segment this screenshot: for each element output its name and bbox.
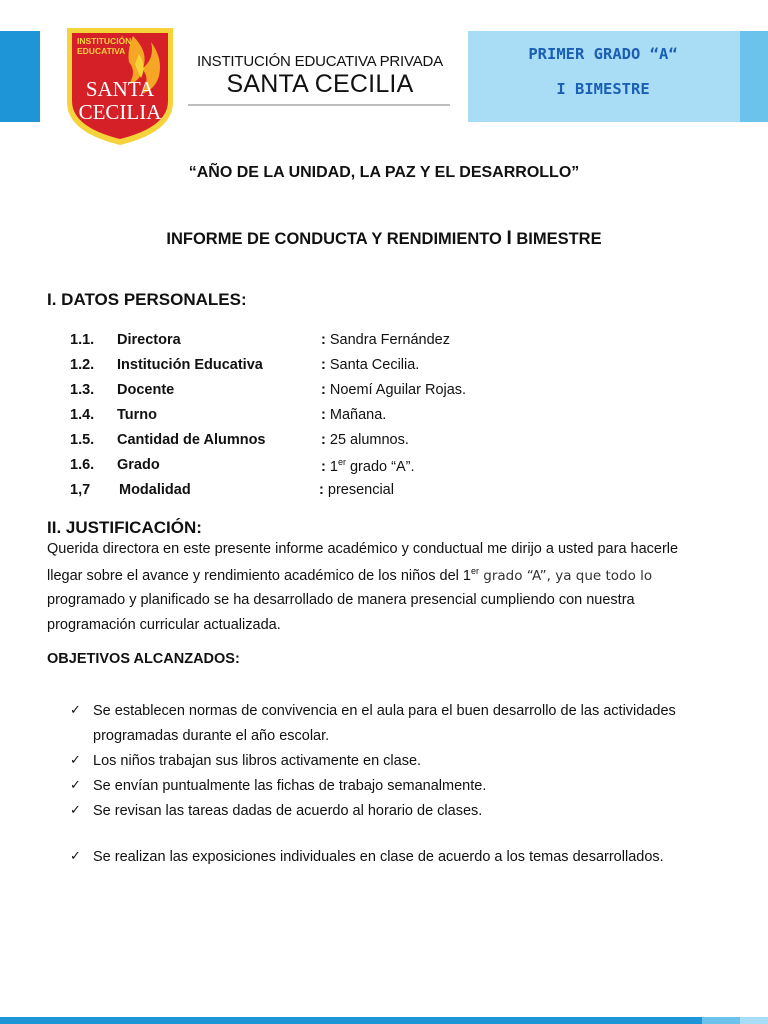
school-type: INSTITUCIÓN EDUCATIVA PRIVADA xyxy=(197,53,443,70)
justification-line-2a: llegar sobre el avance y rendimiento académico de los niños del 1 xyxy=(47,567,471,584)
check-icon: ✓ xyxy=(70,803,81,818)
logo-text-2: EDUCATIVA xyxy=(77,46,126,56)
logo-text-4: CECILIA xyxy=(78,100,162,124)
row-number: 1.1. xyxy=(70,332,95,348)
row-value-text: presencial xyxy=(327,482,394,498)
justification-line-2 xyxy=(47,566,721,584)
row-value xyxy=(321,357,419,373)
section2-heading: II. JUSTIFICACIÓN: xyxy=(47,518,202,537)
row-colon: : xyxy=(321,432,326,448)
logo-text-3: SANTA xyxy=(85,77,155,101)
objective-text: Se revisan las tareas dadas de acuerdo al horario de clases. xyxy=(93,803,483,819)
objective-item xyxy=(70,703,725,749)
objective-item xyxy=(70,753,725,773)
report-title-part3: BIMESTRE xyxy=(511,230,602,248)
row-colon: : xyxy=(321,357,326,373)
row-label: Institución Educativa xyxy=(117,357,263,373)
school-crest-icon xyxy=(63,24,177,148)
objective-item xyxy=(70,849,725,869)
row-value-text: 25 alumnos. xyxy=(329,432,409,448)
section1-heading: I. DATOS PERSONALES: xyxy=(47,290,247,309)
objective-text: Se realizan las exposiciones individuales en clase de acuerdo a los temas desarrollados. xyxy=(93,849,664,865)
row-number: 1.5. xyxy=(70,432,95,448)
data-row xyxy=(70,382,730,402)
row-number: 1.2. xyxy=(70,357,95,373)
row-number: 1,7 xyxy=(70,482,91,498)
grade-label: PRIMER GRADO “A“ xyxy=(528,45,678,63)
row-number: 1.6. xyxy=(70,457,95,473)
row-number: 1.3. xyxy=(70,382,95,398)
row-value-text: Santa Cecilia. xyxy=(329,357,420,373)
report-title-part1: INFORME DE CONDUCTA Y RENDIMIENTO xyxy=(166,230,507,248)
row-colon: : xyxy=(319,482,324,498)
data-row xyxy=(70,407,730,427)
row-value xyxy=(321,407,386,423)
row-value-text: Mañana. xyxy=(329,407,387,423)
row-colon: : xyxy=(321,332,326,348)
row-label: Cantidad de Alumnos xyxy=(117,432,266,448)
grade-box-accent xyxy=(740,31,768,122)
row-colon: : xyxy=(321,458,326,475)
objective-text-cont: programadas durante el año escolar. xyxy=(93,728,330,744)
row-label: Grado xyxy=(117,457,160,473)
row-label: Directora xyxy=(117,332,181,348)
row-colon: : xyxy=(321,407,326,423)
footer-stripe-light xyxy=(740,1017,768,1024)
logo-text-1: INSTITUCIÓN xyxy=(77,36,132,46)
report-title-part2: I xyxy=(506,228,512,249)
objective-text: Los niños trabajan sus libros activamente en clase. xyxy=(93,753,422,769)
school-logo xyxy=(63,24,177,148)
justification-line-2b: grado “A”, ya que todo lo xyxy=(479,567,653,584)
row-value-text: Sandra Fernández xyxy=(329,332,450,348)
header-left-bar xyxy=(0,31,40,122)
row-label: Docente xyxy=(117,382,175,398)
data-row xyxy=(70,482,730,502)
row-value xyxy=(319,482,394,498)
check-icon: ✓ xyxy=(70,849,81,864)
row-value xyxy=(321,432,409,448)
objectives-heading: OBJETIVOS ALCANZADOS: xyxy=(47,651,240,667)
data-row xyxy=(70,357,730,377)
data-row xyxy=(70,457,730,477)
footer-stripe xyxy=(0,1017,702,1024)
row-colon: : xyxy=(321,382,326,398)
justification-line-2-sup: er xyxy=(470,566,479,576)
check-icon: ✓ xyxy=(70,703,81,718)
objective-item xyxy=(70,778,725,798)
data-row xyxy=(70,332,730,352)
check-icon: ✓ xyxy=(70,778,81,793)
objective-text: Se establecen normas de convivencia en el aula para el buen desarrollo de las actividades xyxy=(93,703,676,719)
footer-stripe-accent xyxy=(702,1017,740,1024)
objective-item xyxy=(70,803,725,823)
row-value-sup: er xyxy=(337,457,346,467)
justification-line-1: Querida directora en este presente informe académico y conductual me dirijo a usted para hacerle xyxy=(47,541,679,557)
row-number: 1.4. xyxy=(70,407,95,423)
row-value-text: Noemí Aguilar Rojas. xyxy=(329,382,467,398)
school-name: SANTA CECILIA xyxy=(226,70,414,98)
row-value-text-post: grado “A”. xyxy=(345,458,415,475)
year-motto: “AÑO DE LA UNIDAD, LA PAZ Y EL DESARROLLO” xyxy=(188,164,580,181)
row-value xyxy=(321,382,466,398)
justification-line-4: programación curricular actualizada. xyxy=(47,617,281,633)
period-label: I BIMESTRE xyxy=(556,80,650,98)
row-value xyxy=(321,332,450,348)
row-label: Modalidad xyxy=(119,482,191,498)
data-row xyxy=(70,432,730,452)
row-value-text: 1 xyxy=(329,458,338,475)
objective-text: Se envían puntualmente las fichas de trabajo semanalmente. xyxy=(93,778,487,794)
header-divider xyxy=(188,104,450,106)
justification-line-3: programado y planificado se ha desarrollado de manera presencial cumpliendo con nuestra xyxy=(47,592,635,608)
check-icon: ✓ xyxy=(70,753,81,768)
row-label: Turno xyxy=(117,407,157,423)
report-title xyxy=(0,228,768,250)
row-value xyxy=(321,457,414,475)
